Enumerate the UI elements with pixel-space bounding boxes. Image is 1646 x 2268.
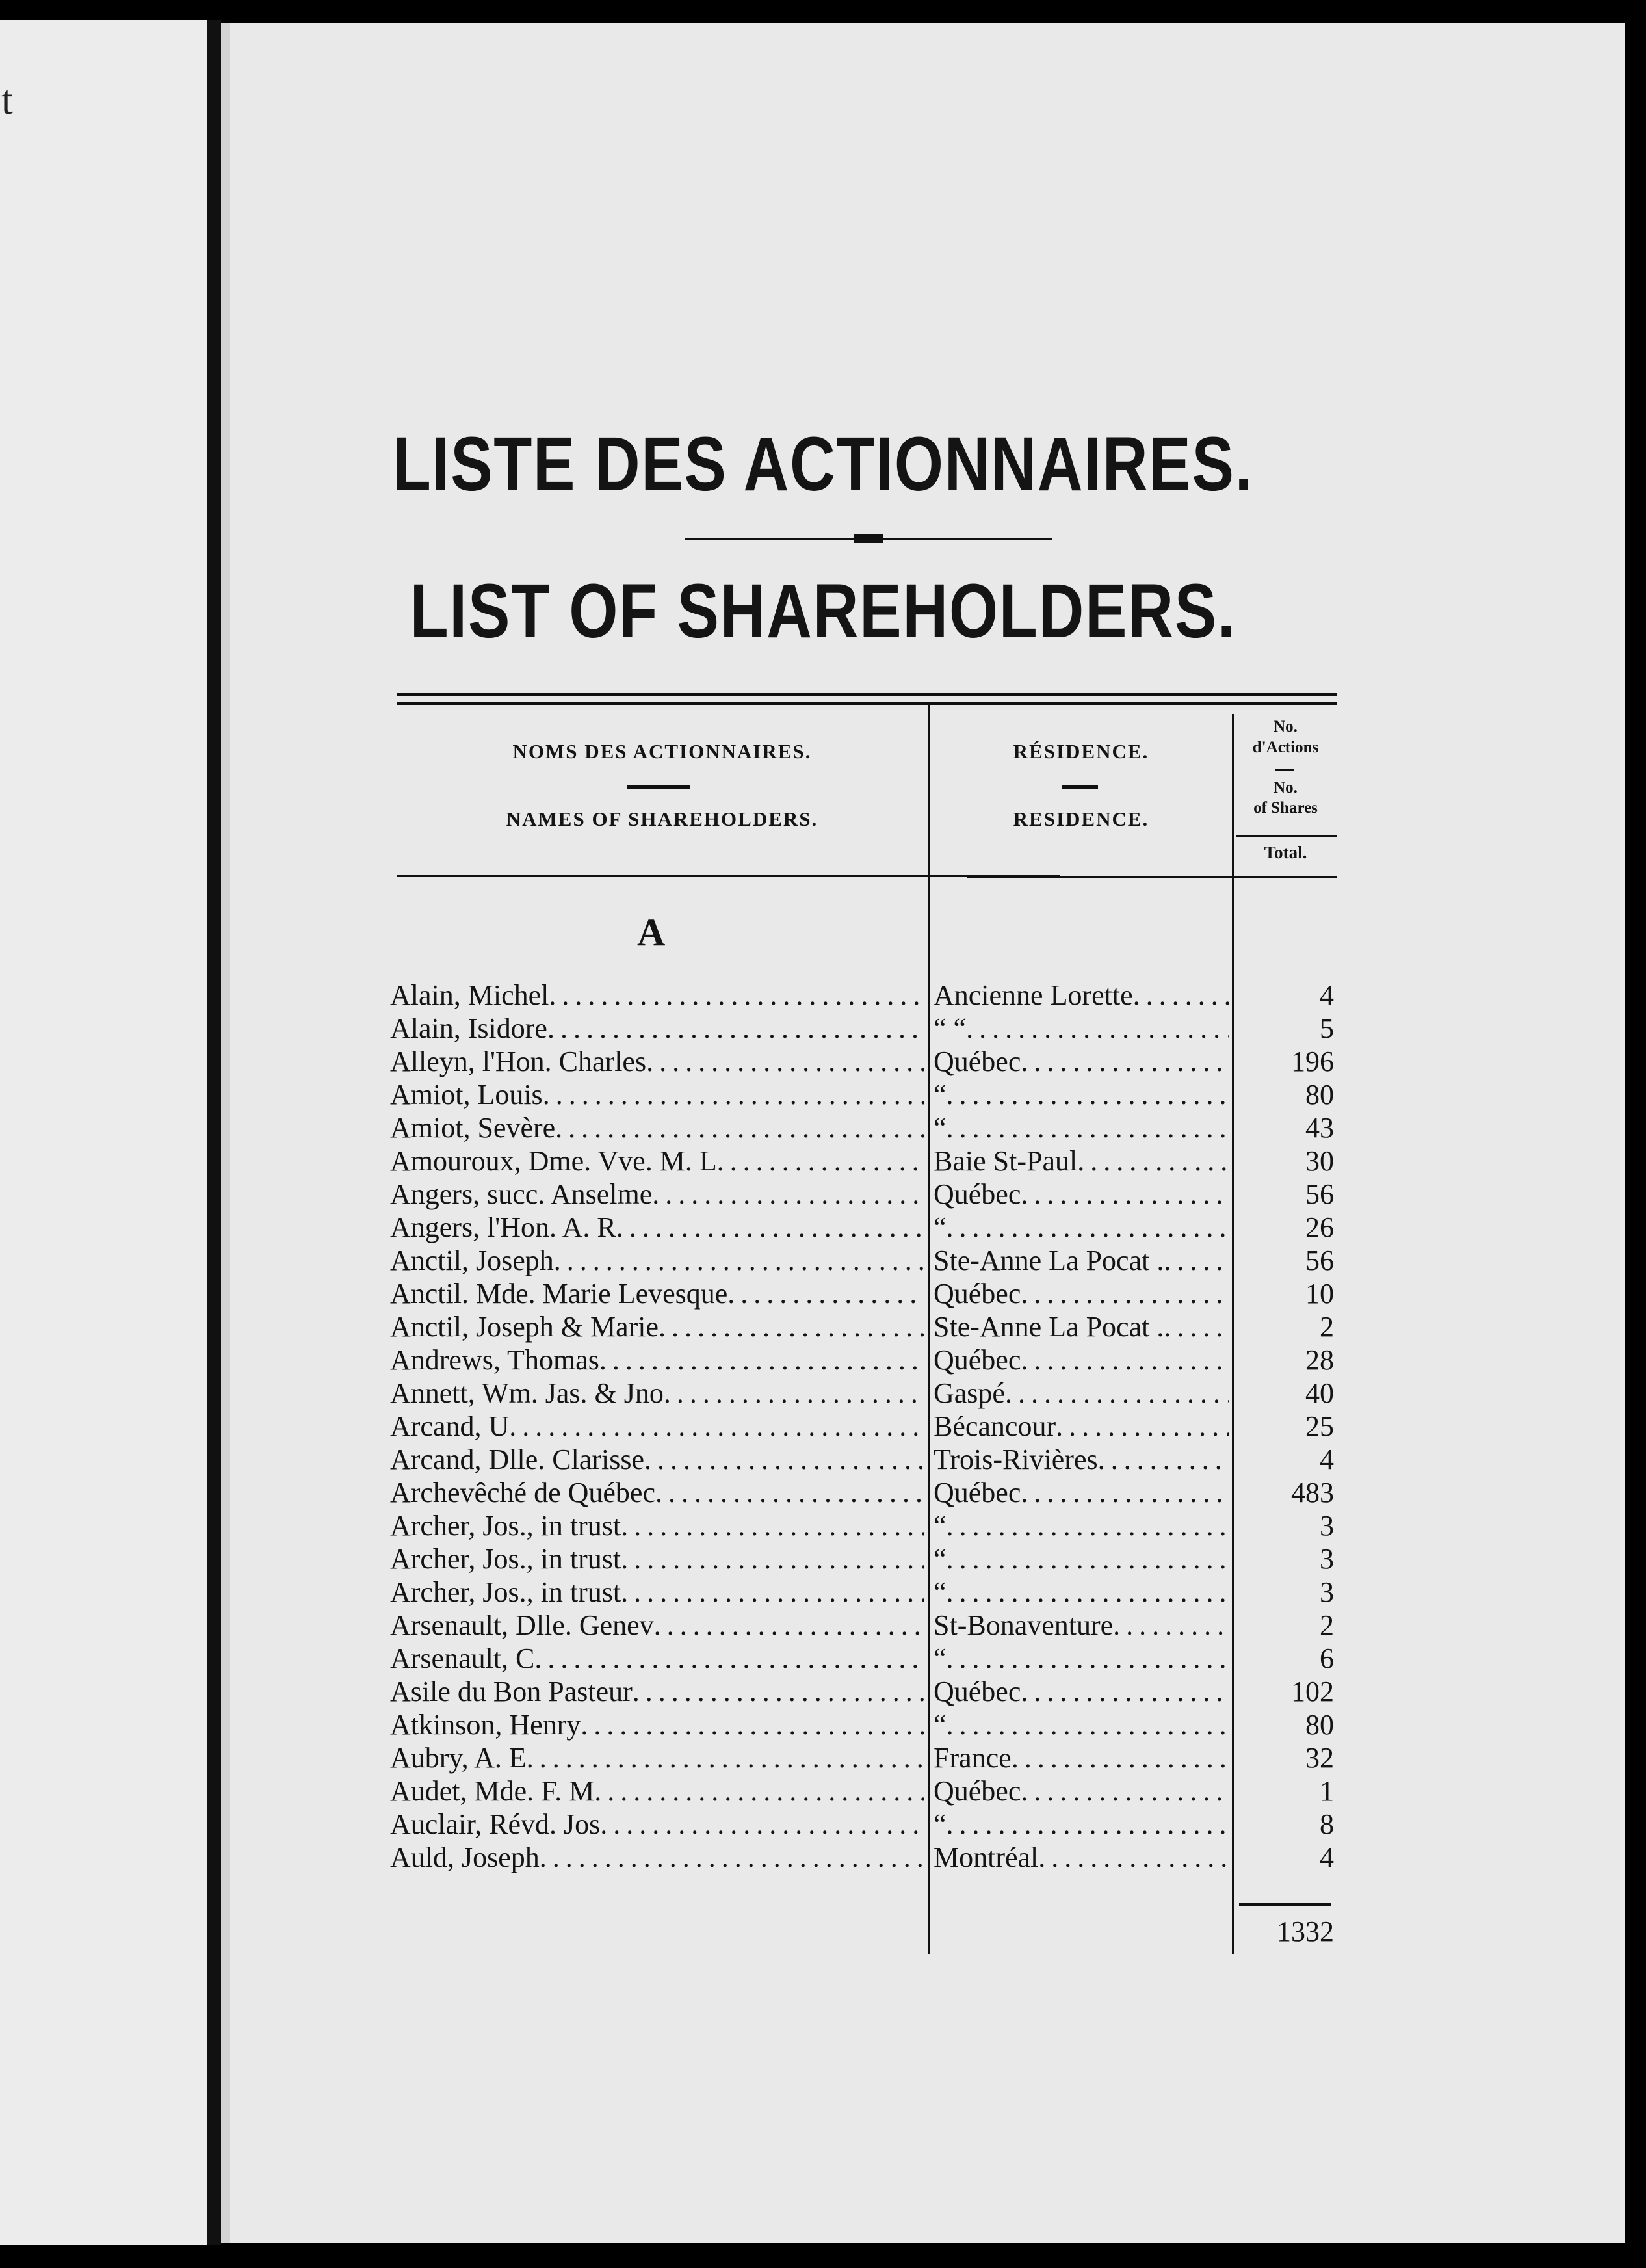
total-rule xyxy=(1239,1903,1331,1906)
shareholder-residence: Ste-Anne La Pocat . . . . xyxy=(934,1310,1229,1344)
shareholder-shares: 26 xyxy=(1305,1211,1334,1243)
shareholder-residence: Montréal . . . xyxy=(934,1841,1229,1875)
shareholder-residence: Québec . . . xyxy=(934,1774,1229,1808)
table-row xyxy=(0,1675,1646,1709)
table-row xyxy=(0,1808,1646,1841)
header-no-french: No. xyxy=(1274,718,1298,735)
shareholder-residence: Québec . . . xyxy=(934,1675,1229,1709)
header-shares: of Shares xyxy=(1253,799,1318,817)
shareholder-shares: 80 xyxy=(1305,1709,1334,1741)
header-names-english: NAMES OF SHAREHOLDERS. xyxy=(506,808,818,830)
shareholder-residence: “ . . . xyxy=(934,1642,1229,1676)
header-no-english: No. xyxy=(1274,779,1298,797)
shareholder-residence: “ . . . xyxy=(934,1211,1229,1245)
shareholder-shares: 5 xyxy=(1320,1012,1334,1044)
shareholder-shares: 196 xyxy=(1291,1046,1334,1077)
shareholder-name: Arsenault, Dlle. Genev . . . xyxy=(390,1609,924,1642)
table-row xyxy=(0,1211,1646,1245)
table-row xyxy=(0,1609,1646,1642)
shareholder-residence: St-Bonaventure . . . xyxy=(934,1609,1229,1642)
header-residence-dash xyxy=(1062,785,1098,789)
shareholder-residence: Québec . . . xyxy=(934,1476,1229,1510)
table-row xyxy=(0,1542,1646,1576)
table-row xyxy=(0,1178,1646,1211)
table-row xyxy=(0,1708,1646,1742)
table-top-rule-inner xyxy=(397,702,1337,705)
shareholder-name: Archer, Jos., in trust . . . xyxy=(390,1509,924,1543)
section-letter: A xyxy=(637,911,666,954)
header-shares-dash xyxy=(1275,769,1294,771)
table-row xyxy=(0,1111,1646,1145)
table-row xyxy=(0,1244,1646,1278)
shareholder-name: Anctil, Joseph . . . xyxy=(390,1244,924,1278)
shareholder-residence: Bécancour . . . xyxy=(934,1410,1229,1444)
shareholder-shares: 10 xyxy=(1305,1278,1334,1310)
shareholder-residence: Québec . . . xyxy=(934,1045,1229,1079)
shareholder-name: Alain, Isidore . . . xyxy=(390,1012,924,1046)
shareholder-name: Amiot, Louis . . . xyxy=(390,1078,924,1112)
shareholder-residence: “ . . . xyxy=(934,1542,1229,1576)
shareholder-shares: 8 xyxy=(1320,1808,1334,1840)
table-row xyxy=(0,1377,1646,1410)
shareholder-shares: 56 xyxy=(1305,1178,1334,1210)
shareholder-shares: 1 xyxy=(1320,1775,1334,1807)
shareholder-residence: “ . . . xyxy=(934,1078,1229,1112)
shareholder-shares: 32 xyxy=(1305,1742,1334,1774)
shareholder-name: Atkinson, Henry . . . xyxy=(390,1708,924,1742)
table-top-rule xyxy=(397,693,1337,696)
shareholder-shares: 28 xyxy=(1305,1344,1334,1376)
shareholder-residence: Baie St-Paul . . . xyxy=(934,1144,1229,1178)
shareholder-shares: 80 xyxy=(1305,1079,1334,1111)
shareholder-name: Amouroux, Dme. Vve. M. L . . . xyxy=(390,1144,924,1178)
shareholder-residence: “ . . . xyxy=(934,1808,1229,1841)
header-bottom-rule-right xyxy=(967,876,1337,878)
table-row xyxy=(0,1642,1646,1676)
header-actions: d'Actions xyxy=(1252,739,1319,756)
shareholder-shares: 2 xyxy=(1320,1609,1334,1641)
table-row xyxy=(0,1774,1646,1808)
header-residence-french: RÉSIDENCE. xyxy=(1013,740,1149,763)
title-divider-dash xyxy=(854,534,883,543)
shareholder-name: Andrews, Thomas . . . xyxy=(390,1343,924,1377)
header-total-rule xyxy=(1236,835,1337,837)
shareholder-residence: “ . . . xyxy=(934,1576,1229,1609)
shareholder-shares: 40 xyxy=(1305,1377,1334,1409)
table-row xyxy=(0,1576,1646,1609)
table-row xyxy=(0,1012,1646,1046)
shareholder-residence: Trois-Rivières . . . xyxy=(934,1443,1229,1477)
shareholder-name: Auld, Joseph . . . xyxy=(390,1841,924,1875)
margin-mark: t xyxy=(1,77,13,123)
shareholder-name: Arsenault, C . . . xyxy=(390,1642,924,1676)
table-row xyxy=(0,1741,1646,1775)
shareholder-shares: 43 xyxy=(1305,1112,1334,1144)
shareholder-shares: 6 xyxy=(1320,1642,1334,1674)
shareholder-name: Angers, succ. Anselme . . . xyxy=(390,1178,924,1211)
title-french: LISTE DES ACTIONNAIRES. xyxy=(392,421,1254,507)
shareholder-shares: 3 xyxy=(1320,1510,1334,1542)
shareholder-residence: Québec . . . xyxy=(934,1178,1229,1211)
shareholder-residence: Ancienne Lorette . . . xyxy=(934,979,1229,1012)
shareholder-residence: Gaspé . . . xyxy=(934,1377,1229,1410)
shareholder-name: Archer, Jos., in trust . . . xyxy=(390,1576,924,1609)
table-row xyxy=(0,1443,1646,1477)
shareholder-name: Annett, Wm. Jas. & Jno . . . xyxy=(390,1377,924,1410)
shareholder-shares: 102 xyxy=(1291,1676,1334,1708)
shareholder-name: Angers, l'Hon. A. R . . . xyxy=(390,1211,924,1245)
shareholder-residence: Québec . . . xyxy=(934,1277,1229,1311)
shareholder-name: Alleyn, l'Hon. Charles . . . xyxy=(390,1045,924,1079)
table-row xyxy=(0,1410,1646,1444)
shareholder-name: Audet, Mde. F. M . . . xyxy=(390,1774,924,1808)
shareholder-residence: Ste-Anne La Pocat . . . . xyxy=(934,1244,1229,1278)
shareholder-residence: France . . . xyxy=(934,1741,1229,1775)
title-english: LIST OF SHAREHOLDERS. xyxy=(410,568,1236,654)
shareholder-name: Asile du Bon Pasteur . . . xyxy=(390,1675,924,1709)
shareholder-residence: “ “ . . . xyxy=(934,1012,1229,1046)
shareholder-name: Alain, Michel . . . xyxy=(390,979,924,1012)
header-names-dash xyxy=(627,785,690,789)
shareholder-name: Anctil. Mde. Marie Levesque . . . xyxy=(390,1277,924,1311)
table-row xyxy=(0,1310,1646,1344)
table-row xyxy=(0,1841,1646,1875)
table-row xyxy=(0,1509,1646,1543)
table-row xyxy=(0,1476,1646,1510)
header-residence-english: RESIDENCE. xyxy=(1013,808,1149,830)
shareholder-shares: 4 xyxy=(1320,1444,1334,1475)
shareholder-shares: 3 xyxy=(1320,1576,1334,1608)
shareholder-name: Aubry, A. E . . . xyxy=(390,1741,924,1775)
header-bottom-rule xyxy=(397,875,1060,877)
table-row xyxy=(0,1045,1646,1079)
shareholder-name: Amiot, Sevère . . . xyxy=(390,1111,924,1145)
shareholder-residence: Québec . . . xyxy=(934,1343,1229,1377)
shareholder-name: Archer, Jos., in trust . . . xyxy=(390,1542,924,1576)
table-row xyxy=(0,1144,1646,1178)
shareholder-residence: “ . . . xyxy=(934,1509,1229,1543)
total-shares: 1332 xyxy=(1277,1916,1334,1947)
shareholder-name: Arcand, U . . . xyxy=(390,1410,924,1444)
header-names-french: NOMS DES ACTIONNAIRES. xyxy=(512,740,812,763)
shareholder-shares: 483 xyxy=(1291,1477,1334,1509)
table-row xyxy=(0,979,1646,1012)
shareholder-shares: 2 xyxy=(1320,1311,1334,1343)
shareholder-shares: 4 xyxy=(1320,979,1334,1011)
table-row xyxy=(0,1343,1646,1377)
shareholder-shares: 56 xyxy=(1305,1245,1334,1276)
shareholder-residence: “ . . . xyxy=(934,1111,1229,1145)
shareholder-shares: 3 xyxy=(1320,1543,1334,1575)
title-divider xyxy=(685,538,1052,540)
shareholder-shares: 25 xyxy=(1305,1410,1334,1442)
table-row xyxy=(0,1277,1646,1311)
shareholder-name: Auclair, Révd. Jos . . . xyxy=(390,1808,924,1841)
shareholder-shares: 30 xyxy=(1305,1145,1334,1177)
shareholder-name: Arcand, Dlle. Clarisse . . . xyxy=(390,1443,924,1477)
shareholder-shares: 4 xyxy=(1320,1841,1334,1873)
shareholder-name: Archevêché de Québec . . . xyxy=(390,1476,924,1510)
table-row xyxy=(0,1078,1646,1112)
header-total: Total. xyxy=(1264,843,1307,862)
shareholder-name: Anctil, Joseph & Marie . . . xyxy=(390,1310,924,1344)
shareholder-residence: “ . . . xyxy=(934,1708,1229,1742)
